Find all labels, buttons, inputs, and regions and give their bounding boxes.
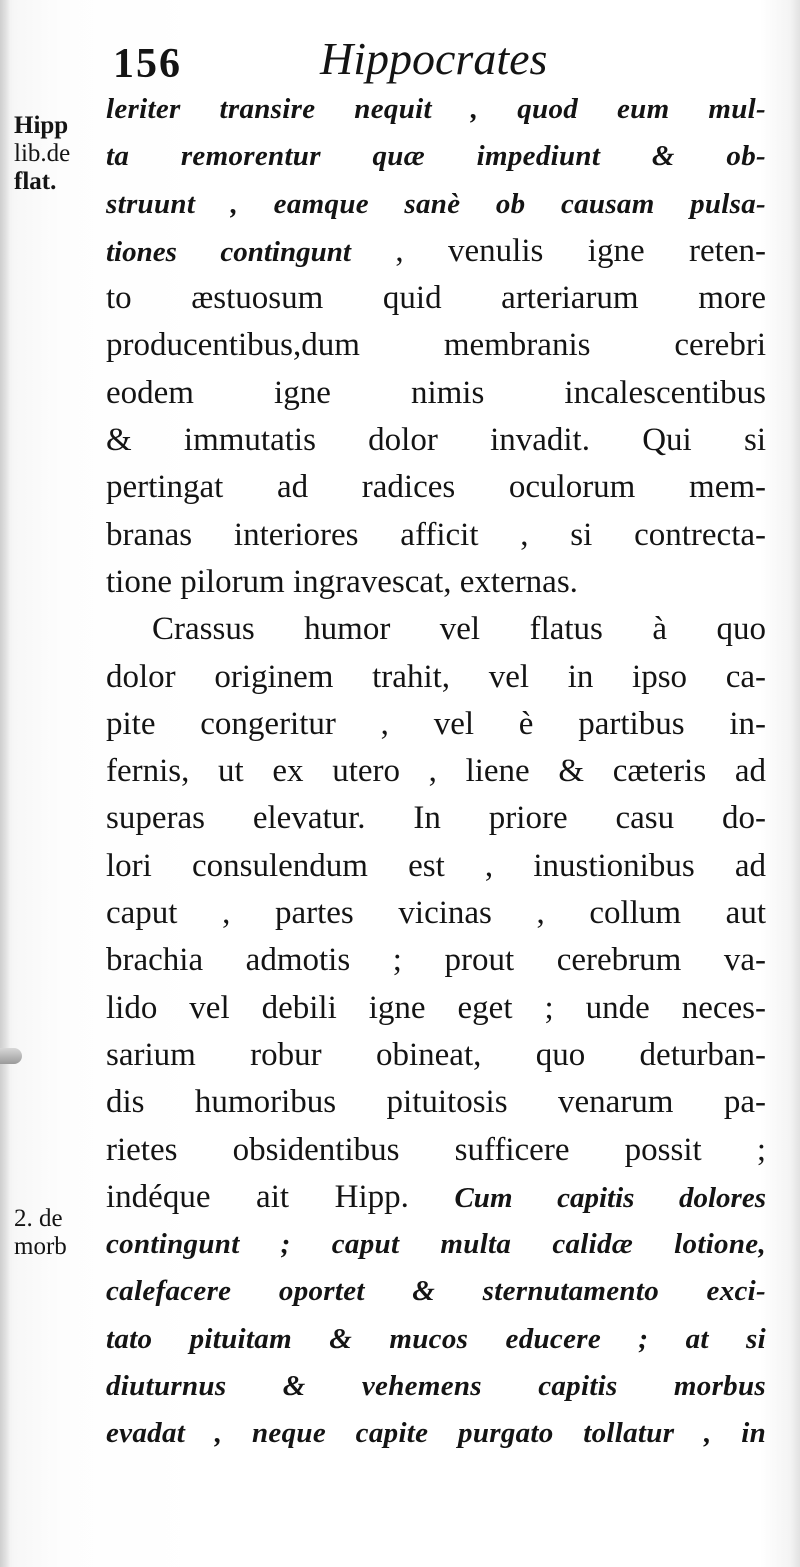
text-line: struunt , eamque sanè ob causam pulsa- <box>106 187 766 220</box>
text-line: brachia admotis ; prout cerebrum va- <box>106 942 766 979</box>
text-line: tione pilorum ingravescat, externas. <box>106 563 578 600</box>
text-line: branas interiores afficit , si contrecta- <box>106 516 766 553</box>
italic-segment: tiones contingunt <box>106 235 351 268</box>
text-line: pite congeritur , vel è partibus in- <box>106 705 766 742</box>
text-line <box>106 228 766 275</box>
text-line: pertingat ad radices oculorum mem- <box>106 469 766 506</box>
text-line: to æstuosum quid arteriarum more <box>106 280 766 317</box>
text-line: lido vel debili igne eget ; unde neces- <box>106 989 766 1026</box>
text-line: sarium robur obineat, quo deturban- <box>106 1036 766 1073</box>
text-line: fernis, ut ex utero , liene & cæteris ad <box>106 753 766 790</box>
text-line: dis humoribus pituitosis venarum pa- <box>106 1084 766 1121</box>
text-line: rietes obsidentibus sufficere possit ; <box>106 1131 766 1168</box>
running-title: Hippocrates <box>320 33 548 84</box>
italic-segment: Cum capitis dolores <box>454 1181 767 1214</box>
text-line: ta remorentur quæ impediunt & ob- <box>106 140 766 173</box>
margin-note-line: Hipp <box>14 112 69 139</box>
text-line: tato pituitam & mucos educere ; at si <box>106 1322 766 1355</box>
text-line: diuturnus & vehemens capitis morbus <box>106 1370 766 1403</box>
roman-segment: , venulis igne reten- <box>350 232 766 269</box>
margin-note-line: 2. de <box>14 1205 63 1232</box>
text-line: calefacere oportet & sternutamento exci- <box>106 1275 766 1308</box>
text-line: evadat , neque capite purgato tollatur , in <box>106 1417 766 1450</box>
margin-note-reference <box>14 1205 67 1261</box>
body-text <box>106 86 766 1458</box>
text-line: eodem igne nimis incalescentibus <box>106 374 766 411</box>
text-line: & immutatis dolor invadit. Qui si <box>106 422 766 459</box>
paragraph-first-line: Crassus humor vel flatus à quo <box>152 611 766 648</box>
margin-note-line: lib.de <box>14 140 71 167</box>
text-line: leriter transire nequit , quod eum mul- <box>106 93 766 125</box>
text-line: superas elevatur. In priore casu do- <box>106 800 766 837</box>
page-number: 156 <box>113 41 182 87</box>
text-line: lori consulendum est , inustionibus ad <box>106 847 766 884</box>
margin-note-reference <box>14 112 70 196</box>
page-edge-mark <box>0 1048 22 1064</box>
text-line: caput , partes vicinas , collum aut <box>106 895 766 932</box>
gutter-shadow <box>0 0 10 1567</box>
text-line: contingunt ; caput multa calidæ lotione, <box>106 1228 766 1261</box>
roman-segment: indéque ait Hipp. <box>106 1178 455 1215</box>
text-line: dolor originem trahit, vel in ipso ca- <box>106 658 766 695</box>
text-line <box>106 1174 766 1221</box>
margin-note-line: flat. <box>14 168 57 195</box>
text-line: producentibus,dum membranis cerebri <box>106 327 766 364</box>
margin-note-line: morb <box>14 1233 67 1260</box>
